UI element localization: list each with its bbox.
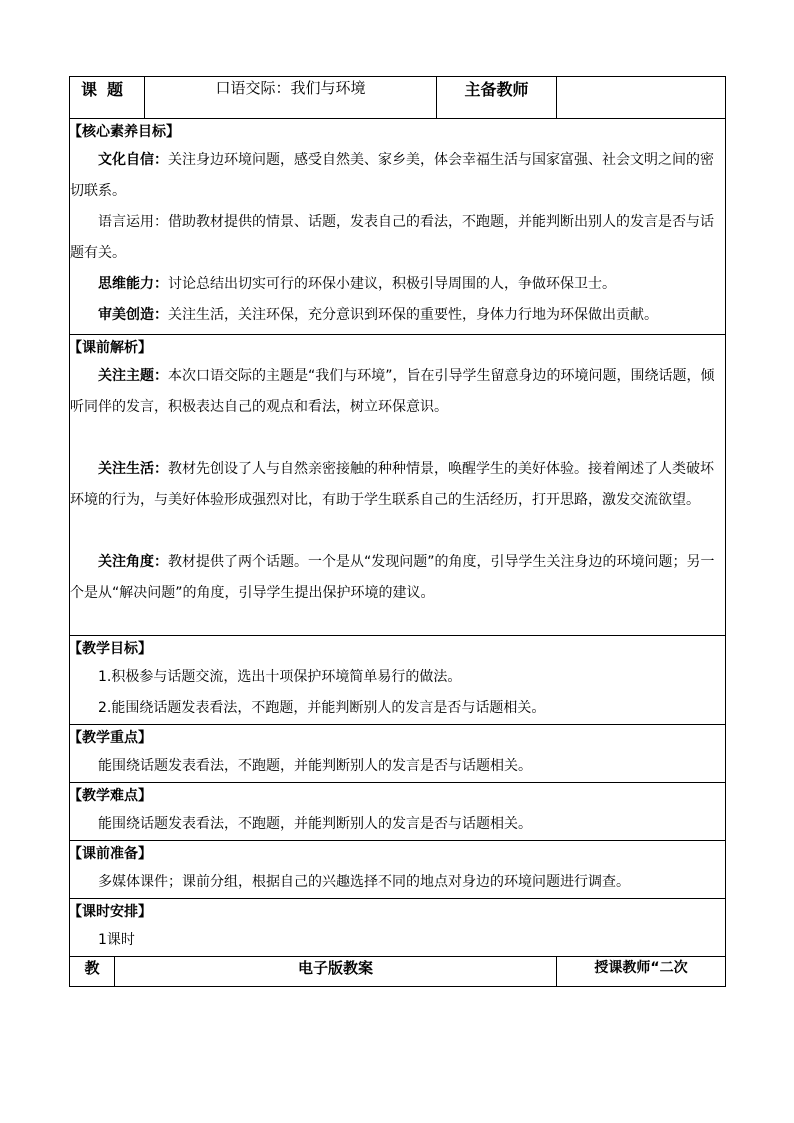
core-item [70,269,725,300]
core-item-text: 借助教材提供的情景、话题，发表自己的看法，不跑题，并能判断出别人的发言是否与话题有关。 [70,214,714,261]
key-points-text: 能围绕话题发表看法，不跑题，并能判断别人的发言是否与话题相关。 [98,758,532,774]
footer-center: 电子版教案 [115,957,557,987]
analysis-item-label: 关注主题： [98,368,168,384]
core-section-row [70,119,726,335]
topic-title: 口语交际：我们与环境 [145,77,437,119]
core-section-title: 【核心素养目标】 [68,124,180,140]
prep-text: 多媒体课件；课前分组，根据自己的兴趣选择不同的地点对身边的环境问题进行调查。 [98,874,630,890]
goal-item: 1.积极参与话题交流，选出十项保护环境简单易行的做法。 [98,669,462,685]
core-item-label: 语言运用： [98,214,168,230]
difficulties-section-row [70,783,726,841]
spacer [70,423,725,454]
core-item-text: 关注生活，关注环保，充分意识到环保的重要性，身体力行地为环保做出贡献。 [168,307,658,323]
core-item-label: 文化自信： [98,152,168,168]
teacher-label: 主备教师 [437,77,557,119]
teacher-value [557,77,726,119]
analysis-section-row [70,335,726,636]
analysis-section-title: 【课前解析】 [68,340,152,356]
schedule-title: 【课时安排】 [68,904,152,920]
analysis-item-label: 关注生活： [98,461,168,477]
topic-label: 课题 [70,77,145,119]
analysis-section [70,335,726,636]
analysis-item-label: 关注角度： [98,554,168,570]
footer-right: 授课教师“二次 [557,957,726,987]
core-item [70,207,725,269]
analysis-item [70,547,725,609]
core-item [70,300,725,331]
analysis-item-text: 本次口语交际的主题是“我们与环境”，旨在引导学生留意身边的环境问题，围绕话题，倾听同伴的发言，积极表达自己的观点和看法，树立环保意识。 [70,368,715,415]
prep-section [70,841,726,899]
header-row [70,77,726,119]
difficulties-title: 【教学难点】 [68,788,152,804]
prep-title: 【课前准备】 [68,846,152,862]
spacer [70,516,725,547]
footer-row [70,957,726,987]
analysis-item-text: 教材先创设了人与自然亲密接触的种种情景，唤醒学生的美好体验。接着阐述了人类破坏环境的行为，与美好体验形成强烈对比，有助于学生联系自己的生活经历，打开思路，激发交流欲望。 [70,461,714,508]
core-item-label: 审美创造： [98,307,168,323]
core-item-text: 讨论总结出切实可行的环保小建议，积极引导周围的人，争做环保卫士。 [168,276,616,292]
schedule-section [70,899,726,957]
schedule-section-row [70,899,726,957]
footer-left: 教 [70,957,115,987]
goals-section-row [70,636,726,725]
goals-section [70,636,726,725]
difficulties-section [70,783,726,841]
core-item-text: 关注身边环境问题，感受自然美、家乡美，体会幸福生活与国家富强、社会文明之间的密切联系。 [70,152,714,199]
lesson-plan-table [69,76,726,987]
key-points-title: 【教学重点】 [68,730,152,746]
analysis-item [70,454,725,516]
schedule-text: 1课时 [98,932,135,948]
core-section [70,119,726,335]
core-item-label: 思维能力： [98,276,168,292]
core-item [70,145,725,207]
goal-item: 2.能围绕话题发表看法，不跑题，并能判断别人的发言是否与话题相关。 [98,700,546,716]
key-points-section-row [70,725,726,783]
key-points-section [70,725,726,783]
analysis-item [70,361,725,423]
analysis-item-text: 教材提供了两个话题。一个是从“发现问题”的角度，引导学生关注身边的环境问题；另一个是从“解决问题”的角度，引导学生提出保护环境的建议。 [70,554,715,601]
difficulties-text: 能围绕话题发表看法，不跑题，并能判断别人的发言是否与话题相关。 [98,816,532,832]
goals-section-title: 【教学目标】 [68,641,152,657]
prep-section-row [70,841,726,899]
